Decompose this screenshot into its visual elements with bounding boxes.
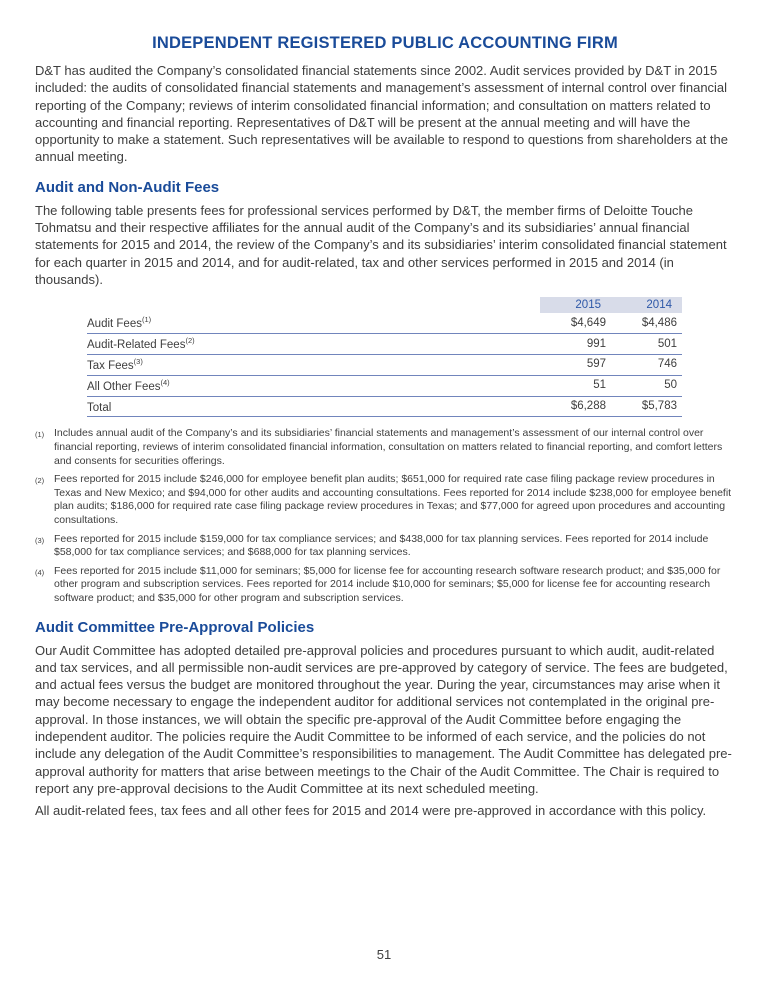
- section-heading-preapproval: Audit Committee Pre-Approval Policies: [35, 618, 315, 636]
- row-label: Audit-Related Fees$^{(2)}$: [87, 334, 540, 355]
- page-number: 51: [376, 947, 392, 962]
- footnote-4: [35, 565, 735, 606]
- value-2015: $6,288: [540, 396, 611, 417]
- table-row: [87, 313, 682, 333]
- table-row: [87, 375, 682, 396]
- value-2015: 51: [540, 375, 611, 396]
- value-2015: $4,649: [540, 313, 611, 333]
- footnote-text: Fees reported for 2015 include $246,000 for employee benefit plan audits; $651,000 for required rate case filing package review procedures in Texas and New Mexico; and $94,000 for other audits and accounting consultations. Fees reported for 2014 include $238,000 for employee benefit plan audits; $186,000 for required rate case filing package review procedures in Texas; and $77,000 for agreed upon procedures and accounting consultations.: [54, 473, 732, 526]
- fees-table: [87, 297, 682, 417]
- intro-paragraph: D&T has audited the Company’s consolidated financial statements since 2002. Audit services provided by D&T in 2015 included: the audits of consolidated financial statements and management’s assessment of internal control over financial reporting of the Company; reviews of interim consolidated financial information; and consultation on matters related to accounting and financial reporting. Representatives of D&T will be present at the annual meeting and will have the opportunity to make a statement. Such representatives will be available to respond to questions from shareholders at the annual meeting.: [35, 63, 728, 165]
- row-label: All Other Fees$^{(4)}$: [87, 375, 540, 396]
- empty-header-cell: [87, 297, 540, 313]
- table-row-total: [87, 396, 682, 417]
- footnote-text: Fees reported for 2015 include $159,000 for tax compliance services; and $438,000 for tax planning services. Fees reported for 2014 include $58,000 for tax compliance services; and $688,000 for tax planning services.: [54, 532, 709, 559]
- footnote-2: [35, 473, 735, 527]
- preapproval-closing-paragraph: All audit-related fees, tax fees and all other fees for 2015 and 2014 were pre-approved in accordance with this policy.: [35, 803, 707, 819]
- column-header-2015: 2015: [540, 297, 611, 313]
- row-label: Audit Fees$^{(1)}$: [87, 313, 540, 333]
- value-2015: 991: [540, 334, 611, 355]
- value-2014: 746: [611, 354, 682, 375]
- footnote-marker: (1): [35, 430, 45, 440]
- value-2014: $4,486: [611, 313, 682, 333]
- footnote-3: [35, 533, 735, 560]
- footnote-ref: (2): [185, 336, 195, 346]
- section-heading-audit-fees: Audit and Non-Audit Fees: [35, 178, 220, 196]
- table-row: [87, 334, 682, 355]
- preapproval-paragraph: Our Audit Committee has adopted detailed pre-approval policies and procedures pursuant to which audit, audit-related and tax services, and all permissible non-audit services are pre-approved by category of service. The fees are budgeted, and actual fees versus the budget are monitored throughout the year. During the year, circumstances may arise when it may become necessary to engage the independent auditor for additional services not contemplated in the original pre-approval. In those instances, we will obtain the specific pre-approval of the Audit Committee before engaging the independent auditor. The policies require the Audit Committee to be informed of each service, and the policies do not include any delegation of the Audit Committee’s responsibilities to management. The Audit Committee has delegated pre-approval authority for matters that arise between meetings to the Chair of the Audit Committee. The Chair is required to report any pre-approval decisions to the Audit Committee at its next scheduled meeting.: [35, 642, 732, 796]
- fees-intro-paragraph: The following table presents fees for professional services performed by D&T, the member firms of Deloitte Touche Tohmatsu and their respective affiliates for the annual audit of the Company’s and its subsidiaries’ annual financial statements for 2015 and 2014, the review of the Company’s and its subsidiaries’ interim consolidated financial statement for each quarter in 2015 and 2014, and for audit-related, tax and other services performed in 2015 and 2014 (in thousands).: [35, 202, 727, 287]
- footnote-marker: (3): [35, 535, 45, 545]
- footnote-marker: (4): [35, 567, 45, 577]
- value-2014: 501: [611, 334, 682, 355]
- footnote-text: Includes annual audit of the Company’s and its subsidiaries’ financial statements and management’s assessment of our internal control over financial reporting, reviews of interim consolidated financial information, consultation on matters related to financial reporting, and comfort letters and consents for securities offerings.: [54, 427, 723, 467]
- table-row: [87, 354, 682, 375]
- footnote-ref: (1): [141, 315, 152, 325]
- value-2014: $5,783: [611, 396, 682, 417]
- value-2015: 597: [540, 354, 611, 375]
- footnote-ref: (3): [133, 356, 143, 366]
- column-header-2014: 2014: [611, 297, 682, 313]
- row-label: Total: [87, 396, 540, 417]
- value-2014: 50: [611, 375, 682, 396]
- page-title: INDEPENDENT REGISTERED PUBLIC ACCOUNTING FIRM: [152, 34, 618, 52]
- footnote-1: [35, 427, 735, 468]
- footnotes: [35, 427, 735, 605]
- footnote-ref: (4): [160, 377, 170, 387]
- row-label: Tax Fees$^{(3)}$: [87, 354, 540, 375]
- footnote-text: Fees reported for 2015 include $11,000 for seminars; $5,000 for license fee for accounting research software research product; and $35,000 for other program and subscription services. Fees reported for 2014 include $10,000 for seminars; $5,000 for license fee for accounting research software product; and $35,000 for other program and subscription services.: [54, 564, 721, 604]
- table-header-row: [87, 297, 682, 313]
- footnote-marker: (2): [35, 476, 45, 486]
